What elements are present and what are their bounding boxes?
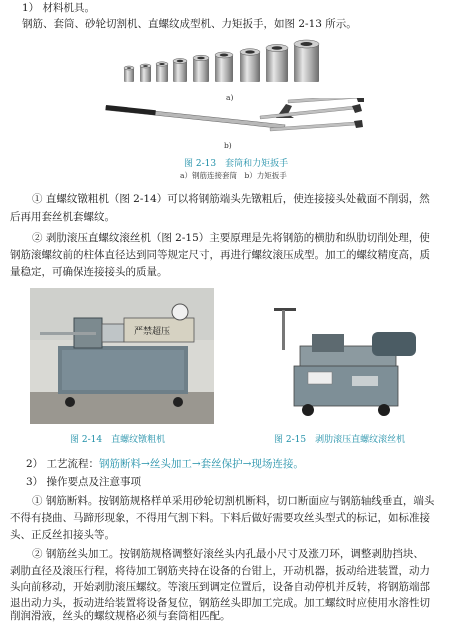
para-1-line-2: 后再用套丝机套螺纹。	[10, 211, 115, 223]
fig-2-15-caption: 图 2-15 剥肋滚压直螺纹滚丝机	[274, 435, 406, 445]
para-1-line-1: ① 直螺纹镦粗机（图 2-14）可以将钢筋端头先镦粗后，使连接接头处截面不削弱，然	[32, 193, 430, 205]
section-2-label: 2） 工艺流程：	[26, 458, 100, 470]
para-3-line-3: 头、正反丝扣接头等。	[10, 529, 115, 541]
sleeve-3	[156, 62, 168, 82]
rolling-machine-photo	[264, 306, 424, 422]
machine-warning-sign: 严禁超压	[133, 327, 171, 337]
sleeve-8	[266, 44, 288, 82]
torque-wrench-right-2	[260, 104, 362, 119]
fig-2-13-subcaption: a）钢筋连接套筒 b）力矩扳手	[180, 171, 287, 180]
process-flow: 钢筋断料→丝头加工→套丝保护→现场连接。	[99, 458, 304, 470]
sleeve-2	[140, 64, 151, 82]
fig-2-13-caption: 图 2-13 套筒和力矩扳手	[184, 159, 289, 169]
torque-wrenches-figure	[100, 98, 370, 142]
sleeve-1	[124, 66, 134, 82]
para-3-line-1: ① 钢筋断料。按钢筋规格样单采用砂轮切割机断料，切口断面应与钢筋轴线垂直，端头	[32, 495, 435, 507]
section-1-heading: 1） 材料机具。	[22, 2, 96, 14]
torque-wrench-right-1	[288, 98, 364, 103]
intro-line: 钢筋、套筒、砂轮切割机、直螺纹成型机、力矩扳手，如图 2-13 所示。	[22, 18, 357, 30]
para-4-line-4: 退出动力头，扳动进给装置将设备复位，钢筋丝头即加工完成。加工螺纹时应使用水溶性切	[10, 597, 430, 609]
para-4-line-1: ② 钢筋丝头加工。按钢筋规格调整好滚丝头内孔最小尺寸及涨刀环，调整剥肋挡块、	[32, 548, 424, 560]
para-2-line-3: 量稳定，可确保连接接头的质量。	[10, 266, 168, 278]
sleeve-7	[240, 49, 260, 82]
para-3-line-2: 不得有挠曲、马蹄形现象，不得用气割下料。下料后做好需要攻丝头型式的标记，如标准接	[10, 512, 430, 524]
sleeve-4	[173, 59, 187, 83]
fig-2-13-label-b: b)	[224, 141, 232, 150]
section-2-line	[26, 457, 304, 472]
para-4-line-3: 头向前移动，开始剥肋滚压螺纹。等滚压到调定位置后，设备自动停机并反转，将钢筋端部	[10, 581, 430, 593]
sleeve-6	[215, 52, 233, 82]
section-3-heading: 3） 操作要点及注意事项	[26, 476, 142, 488]
upsetting-machine-photo	[30, 288, 214, 424]
fig-2-13-label-a: a)	[226, 93, 234, 102]
para-2-line-2: 钢筋滚螺纹前的柱体直径达到同等规定尺寸，再进行螺纹滚压成型。加工的螺纹精度高，质	[10, 249, 430, 261]
para-2-line-1: ② 剥肋滚压直螺纹滚丝机（图 2-15）主要原理是先将钢筋的横肋和纵肋切削处理，使	[32, 232, 430, 244]
para-4-line-5: 削润滑液，丝头的螺纹规格必须与套筒相匹配。	[10, 610, 231, 622]
para-4-line-2: 剥肋直径及滚压行程，将待加工钢筋夹持在设备的台钳上，开动机器，扳动给进装置，动力	[10, 565, 430, 577]
fig-2-14-caption: 图 2-14 直螺纹镦粗机	[70, 435, 166, 445]
sleeve-couplers-figure	[110, 36, 330, 98]
sleeve-5	[193, 55, 209, 82]
sleeve-9	[294, 40, 319, 82]
